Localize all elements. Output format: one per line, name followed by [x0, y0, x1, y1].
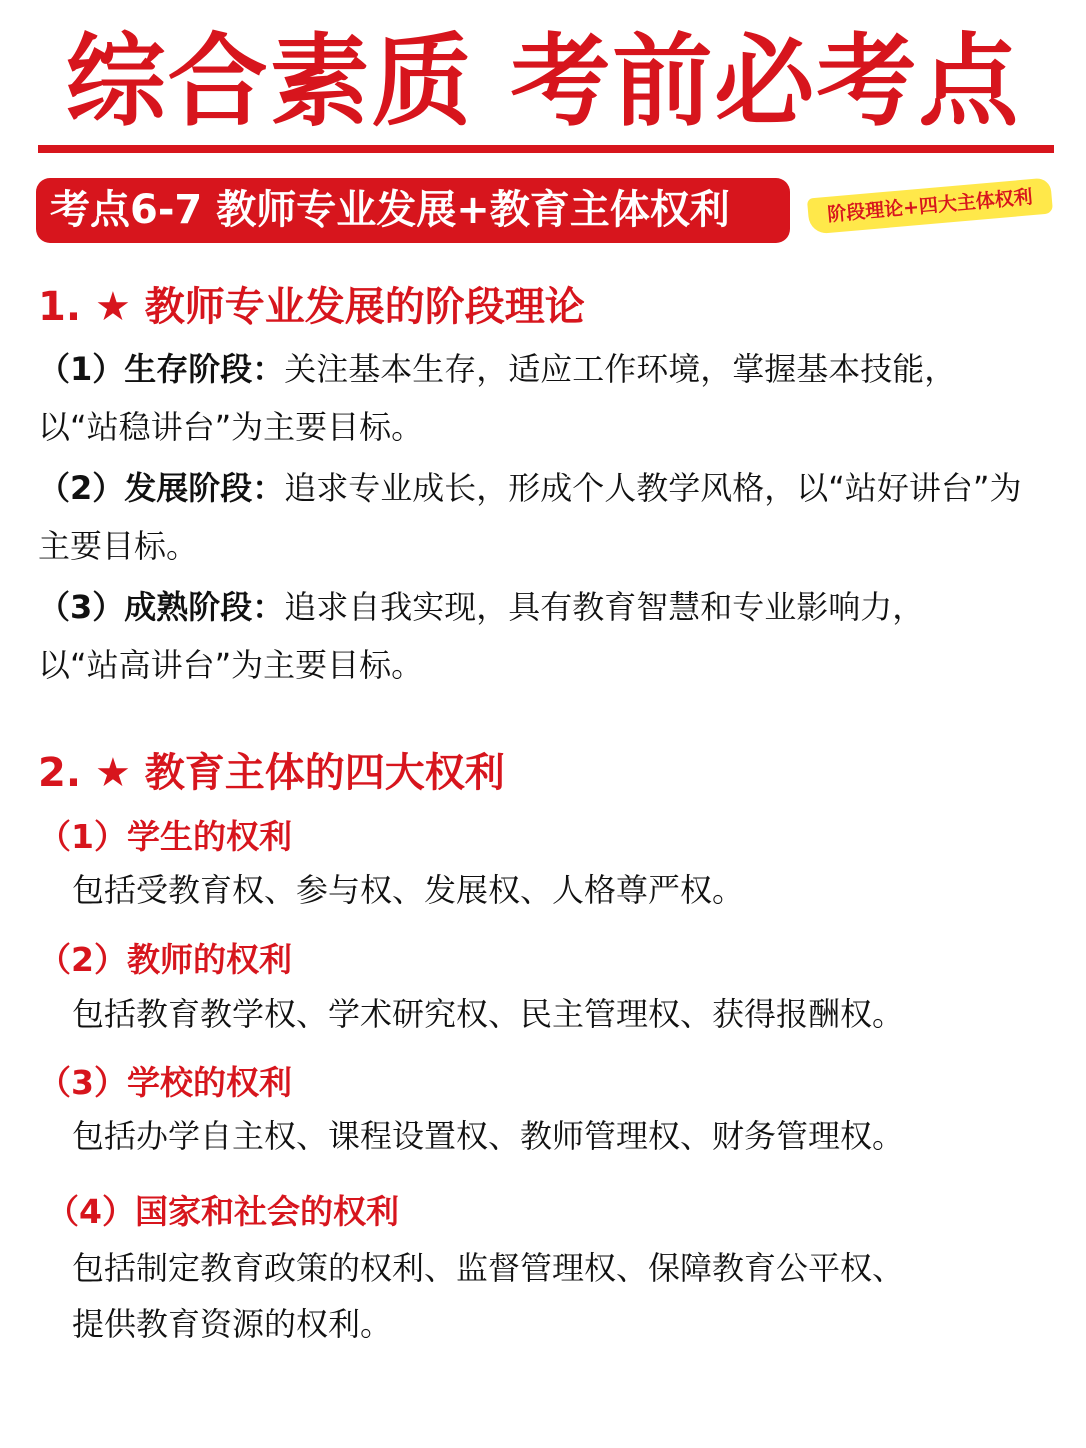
- stage-line: [38, 578, 1068, 636]
- title-divider: [38, 145, 1054, 153]
- subject-rights: [72, 986, 904, 1042]
- rights-line: 包括制定教育政策的权利、监督管理权、保障教育公平权、: [72, 1249, 905, 1287]
- subject-rights: [72, 862, 744, 918]
- tag-note-text: 阶段理论+四大主体权利: [826, 186, 1034, 226]
- section1-heading: 1. ★ 教师专业发展的阶段理论: [38, 284, 585, 330]
- stage-item: [38, 578, 1068, 694]
- subject-rights: [72, 1240, 904, 1352]
- rights-line: 包括办学自主权、课程设置权、教师管理权、财务管理权。: [72, 1117, 905, 1155]
- subject-rights: [72, 1108, 904, 1164]
- page-title-text: 综合素质 考前必考点: [65, 23, 1021, 140]
- stage-item: [38, 459, 1068, 575]
- section2-heading: 2. ★ 教育主体的四大权利: [38, 750, 505, 796]
- stage-line: 以“站稳讲台”为主要目标。: [38, 408, 424, 446]
- topic-banner: 考点6-7 教师专业发展+教育主体权利: [36, 178, 790, 243]
- rights-line: 提供教育资源的权利。: [72, 1305, 393, 1343]
- stage-desc: 追求专业成长，形成个人教学风格，以“站好讲台”为: [284, 469, 1022, 507]
- page-title: [0, 22, 1086, 142]
- tag-note: [807, 174, 1054, 237]
- stage-lead: （2）发展阶段：: [38, 469, 285, 507]
- stage-line: 主要目标。: [38, 527, 199, 565]
- stage-line: [38, 340, 1068, 398]
- rights-line: 包括教育教学权、学术研究权、民主管理权、获得报酬权。: [72, 995, 905, 1033]
- subject-title: （3）学校的权利: [38, 1063, 292, 1102]
- stage-line: 以“站高讲台”为主要目标。: [38, 646, 424, 684]
- stage-desc: 追求自我实现，具有教育智慧和专业影响力，: [284, 588, 925, 626]
- subject-title: （4）国家和社会的权利: [46, 1192, 399, 1231]
- subject-title: （1）学生的权利: [38, 817, 292, 856]
- stage-desc: 关注基本生存，适应工作环境，掌握基本技能，: [284, 350, 957, 388]
- rights-line: 包括受教育权、参与权、发展权、人格尊严权。: [72, 871, 745, 909]
- stage-lead: （3）成熟阶段：: [38, 588, 285, 626]
- subject-title: （2）教师的权利: [38, 940, 292, 979]
- stage-lead: （1）生存阶段：: [38, 350, 285, 388]
- stage-item: [38, 340, 1068, 456]
- stage-line: [38, 459, 1068, 517]
